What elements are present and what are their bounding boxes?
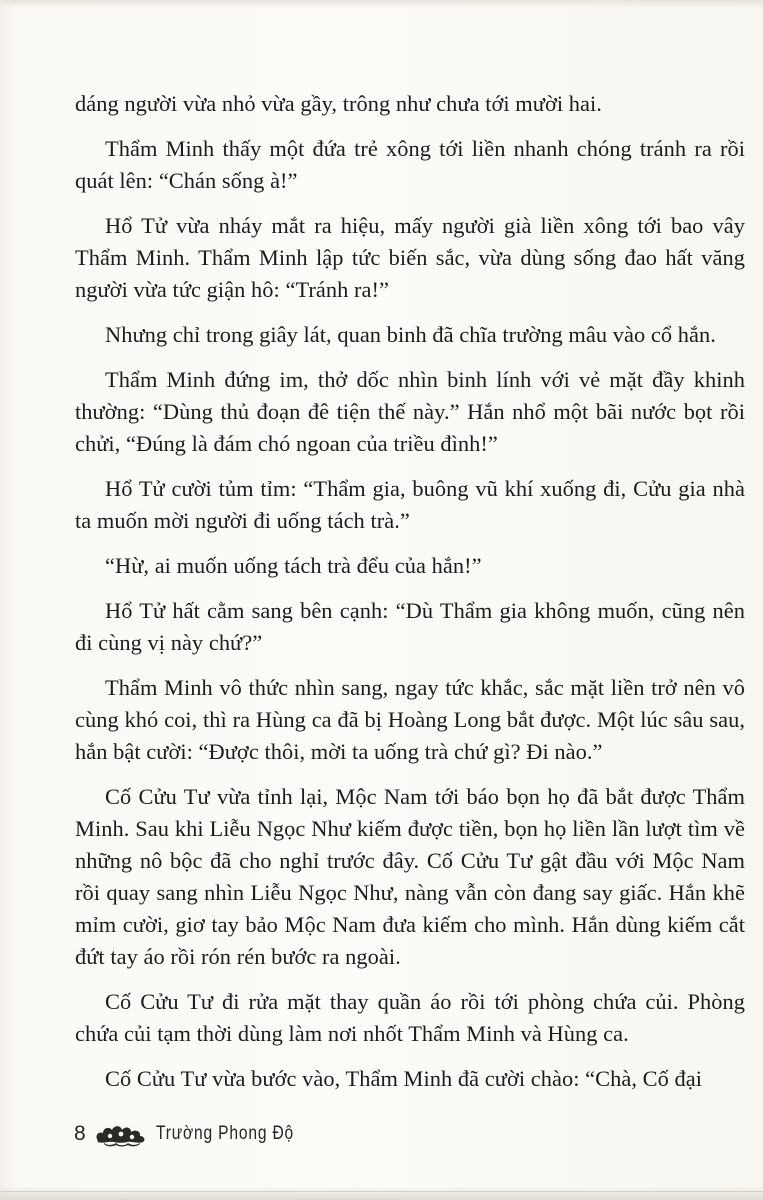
page-footer (74, 1114, 325, 1154)
author-name: Trường Phong Độ (156, 1123, 295, 1144)
paragraph: Hổ Tử vừa nháy mắt ra hiệu, mấy người già liền xông tới bao vây Thẩm Minh. Thẩm Minh lập tức biến sắc, vừa dùng sống đao hất văng người vừa tức giận hô: “Tránh ra!” (75, 213, 745, 302)
paragraph: Thẩm Minh vô thức nhìn sang, ngay tức khắc, sắc mặt liền trở nên vô cùng khó coi, thì ra Hùng ca đã bị Hoàng Long bắt được. Một lúc sâu sau, hắn bật cười: “Được thôi, mời ta uống trà chứ gì? Đi nào.” (75, 675, 745, 764)
paragraph: Cố Cửu Tư vừa bước vào, Thẩm Minh đã cười chào: “Chà, Cố đại (105, 1066, 703, 1091)
page-number: 8 (74, 1122, 87, 1145)
cloud-ornament-icon (94, 1121, 148, 1147)
paragraph: Nhưng chỉ trong giây lát, quan binh đã chĩa trường mâu vào cổ hắn. (105, 322, 716, 347)
page-bottom-edge (0, 1186, 763, 1200)
page-top-edge (0, 0, 763, 8)
paragraph: Hổ Tử cười tủm tỉm: “Thẩm gia, buông vũ khí xuống đi, Cửu gia nhà ta muốn mời người đi uống tách trà.” (75, 476, 745, 533)
paragraph: “Hừ, ai muốn uống tách trà đểu của hắn!” (105, 553, 482, 578)
body-text (75, 88, 745, 1108)
paragraph: Cố Cửu Tư vừa tỉnh lại, Mộc Nam tới báo bọn họ đã bắt được Thẩm Minh. Sau khi Liễu Ngọc Như kiếm được tiền, bọn họ liền lần lượt tìm về những nô bộc đã cho nghỉ trước đây. Cố Cửu Tư gật đầu với Mộc Nam rồi quay sang nhìn Liễu Ngọc Như, nàng vẫn còn đang say giấc. Hắn khẽ mỉm cười, giơ tay bảo Mộc Nam đưa kiếm cho mình. Hắn dùng kiếm cắt đứt tay áo rồi rón rén bước ra ngoài. (75, 784, 745, 969)
paragraph: Thẩm Minh đứng im, thở dốc nhìn binh lính với vẻ mặt đầy khinh thường: “Dùng thủ đoạn đê tiện thế này.” Hắn nhổ một bãi nước bọt rồi chửi, “Đúng là đám chó ngoan của triều đình!” (75, 367, 745, 456)
paragraph: Cố Cửu Tư đi rửa mặt thay quần áo rồi tới phòng chứa củi. Phòng chứa củi tạm thời dùng làm nơi nhốt Thẩm Minh và Hùng ca. (75, 989, 745, 1046)
paragraph: Hổ Tử hất cằm sang bên cạnh: “Dù Thẩm gia không muốn, cũng nên đi cùng vị này chứ?” (75, 598, 745, 655)
paragraph: Thẩm Minh thấy một đứa trẻ xông tới liền nhanh chóng tránh ra rồi quát lên: “Chán sống à!” (75, 136, 745, 193)
paragraph: dáng người vừa nhỏ vừa gầy, trông như chưa tới mười hai. (75, 91, 602, 116)
